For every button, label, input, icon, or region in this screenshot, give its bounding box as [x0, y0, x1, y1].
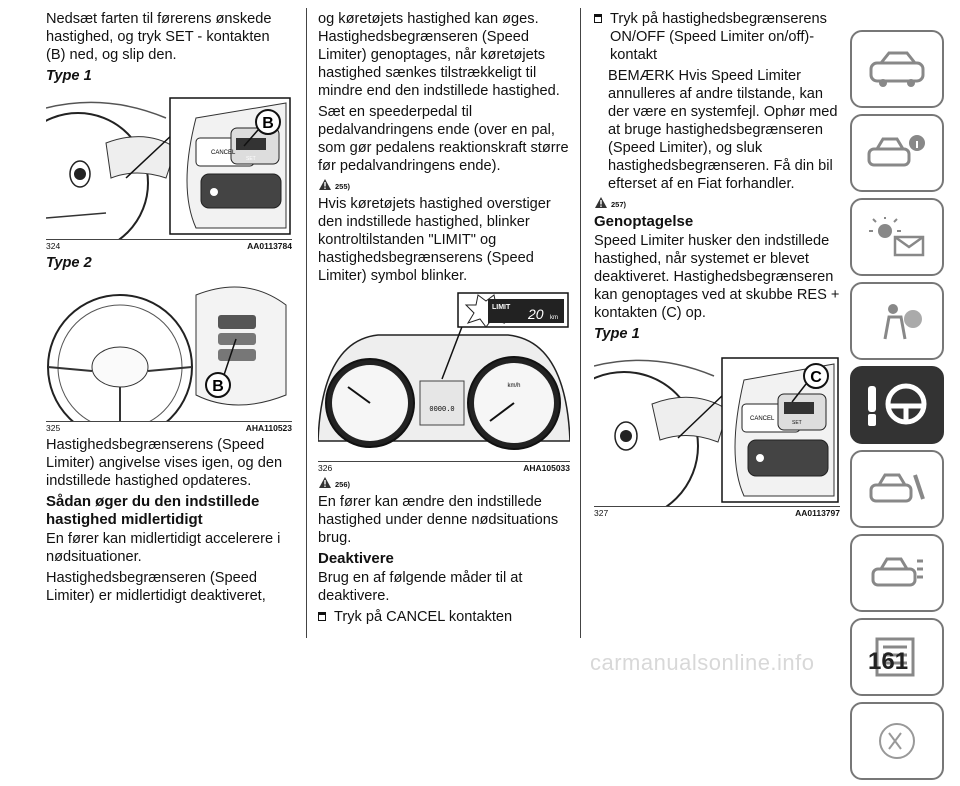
figure-caption [46, 241, 292, 252]
warning-reference [594, 196, 840, 209]
column-1 [46, 10, 292, 608]
figure-code: AHA110523 [245, 423, 292, 433]
bullet-item [594, 10, 840, 64]
column-3 [594, 10, 840, 521]
steering-wheel-illustration [46, 275, 292, 421]
figure-code: AA0113797 [795, 508, 840, 518]
watermark: carmanualsonline.info [590, 650, 815, 675]
odometer-readout: 0000.0 [429, 406, 455, 414]
sidebar-item-warning-lights[interactable] [850, 198, 944, 276]
page-number: 161 [868, 648, 909, 675]
warning-triangle-icon [594, 196, 608, 209]
paragraph: Hvis køretøjets hastighed overstiger den indstillede hastighed, blinker kontroltilstanden "LIMIT" og hastighedsbegrænserens (Speed Limiter) symbol blinker. [318, 196, 551, 284]
cancel-switch-label: CANCEL [211, 150, 236, 156]
figure-325 [46, 275, 292, 422]
warning-lights-icon [867, 217, 927, 257]
figure-caption [318, 463, 570, 474]
index-icon [867, 721, 927, 761]
limit-speed: 20 [528, 306, 544, 322]
sidebar-item-dashboard[interactable] [850, 30, 944, 108]
type-label: Type 2 [46, 255, 92, 271]
speedometer-unit: km/h [507, 383, 521, 389]
figure-badge: C [810, 369, 822, 386]
car-specs-icon [867, 553, 927, 593]
safety-airbag-icon [867, 301, 927, 341]
instrument-cluster-illustration [318, 291, 570, 461]
figure-badge: B [212, 378, 224, 395]
steering-wheel-illustration [46, 88, 292, 239]
paragraph: Speed Limiter husker den indstillede hastighed, når systemet er blevet deaktiveret. Hastighedsbegrænseren kan genoptages ved at skubbe RES + kontakten (C) op. [594, 233, 840, 321]
figure-caption [594, 508, 840, 519]
sidebar-item-driving[interactable] [850, 366, 944, 444]
warning-number: 257) [611, 200, 627, 209]
warning-triangle-icon [318, 178, 332, 191]
type-label: Type 1 [594, 326, 640, 342]
bullet-item [318, 608, 570, 626]
figure-number: 326 [318, 463, 333, 473]
paragraph: og køretøjets hastighed kan øges. Hastighedsbegrænseren (Speed Limiter) genoptages, når køretøjets hastighed sænkes tilstrækkeligt til mindre end den indstillede hastighed. [318, 11, 560, 99]
warning-triangle-icon [318, 476, 332, 489]
section-heading: Genoptagelse [594, 213, 694, 230]
paragraph: En fører kan midlertidigt accelerere i nødsituationer. [46, 531, 281, 565]
bullet-text: Tryk på hastighedsbegrænserens ON/OFF (Speed Limiter on/off)-kontakt [610, 11, 827, 63]
set-switch-label: SET [792, 420, 802, 426]
warning-reference [318, 476, 570, 489]
bullet-icon [318, 612, 326, 621]
warning-number: 256) [335, 480, 351, 489]
figure-number: 327 [594, 508, 609, 518]
section-heading: Sådan øger du den indstillede hastighed midlertidigt [46, 493, 260, 528]
figure-number: 324 [46, 241, 61, 251]
steering-key-icon [862, 380, 932, 430]
figure-code: AA0113784 [247, 241, 292, 251]
column-separator [580, 8, 581, 638]
paragraph: Sæt en speederpedal til pedalvandringens ende (over en pal, som gør pedalens reaktionskraft større før pedalvandringens ende). [318, 104, 569, 174]
steering-wheel-illustration [594, 346, 840, 506]
figure-caption [46, 423, 292, 434]
car-info-icon [867, 133, 927, 173]
sidebar-item-specs[interactable] [850, 534, 944, 612]
intro-paragraph: Nedsæt farten til førerens ønskede hastighed, og tryk SET - kontakten (B) ned, og slip den. [46, 11, 272, 63]
type-label: Type 1 [46, 68, 92, 84]
figure-code: AHA105033 [523, 463, 570, 473]
warning-number: 255) [335, 182, 351, 191]
paragraph: En fører kan ændre den indstillede hastighed under denne nødsituations brug. [318, 494, 559, 546]
cancel-switch-label: CANCEL [750, 416, 775, 422]
column-2 [318, 10, 570, 629]
paragraph: Hastighedsbegrænseren (Speed Limiter) er midlertidigt deaktiveret, [46, 570, 266, 604]
figure-number: 325 [46, 423, 61, 433]
note-paragraph: BEMÆRK Hvis Speed Limiter annulleres af andre tilstande, kan der være en systemfejl. Ophør med at bruge hastighedsbegrænseren (Speed Limiter), og sluk hastighedsbegrænseren. Få din bil efterset af en Fiat forhandler. [608, 68, 838, 192]
figure-324 [46, 88, 292, 240]
bullet-icon [594, 14, 602, 23]
figure-327 [594, 346, 840, 507]
figure-326 [318, 291, 570, 462]
sidebar-item-index[interactable] [850, 702, 944, 780]
sidebar-item-info[interactable] [850, 114, 944, 192]
limit-indicator: LIMIT [492, 304, 511, 311]
sidebar-item-service[interactable] [850, 450, 944, 528]
warning-reference [318, 178, 570, 191]
limit-unit: km [550, 315, 558, 321]
paragraph: Brug en af følgende måder til at deaktivere. [318, 570, 523, 604]
column-separator [306, 8, 307, 638]
sidebar-item-safety[interactable] [850, 282, 944, 360]
car-dashboard-icon [867, 49, 927, 89]
reset-paragraph: Hastighedsbegrænserens (Speed Limiter) angivelse vises igen, og den indstillede hastighed opdateres. [46, 437, 283, 489]
bullet-text: Tryk på CANCEL kontakten [334, 609, 513, 625]
figure-badge: B [262, 115, 274, 132]
set-switch-label: SET [246, 156, 256, 162]
section-heading: Deaktivere [318, 550, 394, 567]
car-service-icon [867, 469, 927, 509]
